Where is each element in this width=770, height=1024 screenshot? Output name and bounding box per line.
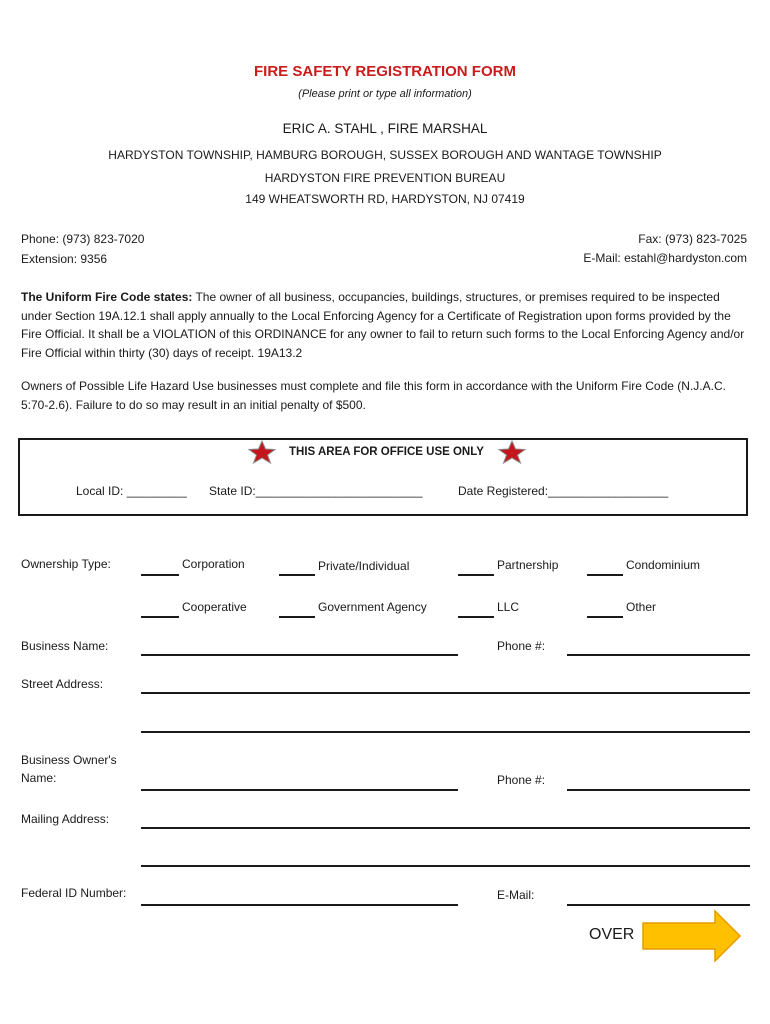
contact-email: E-Mail: estahl@hardyston.com — [583, 251, 747, 265]
phone-number: Phone: (973) 823-7020 — [21, 232, 145, 246]
fax-number: Fax: (973) 823-7025 — [638, 232, 747, 246]
option-other: Other — [626, 600, 657, 614]
phone-label: Phone #: — [497, 639, 546, 653]
bureau-address: 149 WHEATSWORTH RD, HARDYSTON, NJ 07419 — [245, 192, 525, 206]
star-icon — [247, 440, 277, 464]
office-use-title: THIS AREA FOR OFFICE USE ONLY — [289, 446, 484, 458]
owner-name-label-line-2: Name: — [21, 771, 57, 785]
corporation-checkbox[interactable] — [141, 574, 179, 576]
street-address-input-line-2[interactable] — [141, 731, 750, 733]
bureau-name: HARDYSTON FIRE PREVENTION BUREAU — [264, 171, 506, 185]
option-government-agency: Government Agency — [318, 600, 427, 614]
cooperative-checkbox[interactable] — [141, 616, 179, 618]
government-agency-checkbox[interactable] — [279, 616, 315, 618]
business-name-input[interactable] — [141, 654, 458, 656]
option-partnership: Partnership — [497, 558, 559, 572]
phone-extension: Extension: 9356 — [21, 252, 108, 266]
option-cooperative: Cooperative — [182, 600, 247, 614]
uniform-fire-code-notice — [21, 288, 751, 362]
local-id-field[interactable]: Local ID: _________ — [76, 484, 187, 498]
option-llc: LLC — [497, 600, 520, 614]
owner-phone-label: Phone #: — [497, 773, 546, 787]
other-checkbox[interactable] — [587, 616, 623, 618]
form-title: FIRE SAFETY REGISTRATION FORM — [254, 63, 516, 80]
over-label: OVER — [589, 926, 635, 943]
option-corporation: Corporation — [182, 557, 245, 571]
option-private-individual: Private/Individual — [318, 559, 410, 573]
business-phone-input[interactable] — [567, 654, 750, 656]
federal-id-input[interactable] — [141, 904, 458, 906]
business-name-label: Business Name: — [21, 639, 109, 653]
notice-lead: The Uniform Fire Code states: — [21, 290, 193, 304]
ownership-type-label: Ownership Type: — [21, 557, 111, 571]
owner-name-label-line-1: Business Owner's — [21, 753, 117, 767]
mailing-address-input-line-2[interactable] — [141, 865, 750, 867]
owner-name-input[interactable] — [141, 789, 458, 791]
notice-body: The owner of all business, occupancies, buildings, structures, or premises required to be inspected under Section 19A.12.1 shall apply annually to the Local Enforcing Agency for a Certificate of Registration upon forms provided by the Fire Official. It shall be a VIOLATION of this ORDINANCE for any owner to fail to return such forms to the Local Enforcing Agency and/or Fire Official within thirty (30) days of receipt. 19A13.2 — [21, 290, 745, 360]
street-address-input[interactable] — [141, 692, 750, 694]
federal-id-label: Federal ID Number: — [21, 886, 127, 900]
state-id-field[interactable]: State ID:_________________________ — [209, 484, 423, 498]
mailing-address-input[interactable] — [141, 827, 750, 829]
penalty-notice: Owners of Possible Life Hazard Use businesses must complete and file this form in accordance with the Uniform Fire Code (N.J.A.C. 5:70-2.6). Failure to do so may result in an initial penalty of $500. — [21, 379, 726, 412]
fire-marshal-name: ERIC A. STAHL , FIRE MARSHAL — [282, 121, 488, 136]
owner-phone-input[interactable] — [567, 789, 750, 791]
townships-line: HARDYSTON TOWNSHIP, HAMBURG BOROUGH, SUSSEX BOROUGH AND WANTAGE TOWNSHIP — [108, 148, 662, 162]
option-condominium: Condominium — [626, 558, 701, 572]
form-subtitle: (Please print or type all information) — [298, 88, 472, 100]
mailing-address-label: Mailing Address: — [21, 812, 110, 826]
condominium-checkbox[interactable] — [587, 574, 623, 576]
date-registered-field[interactable]: Date Registered:__________________ — [458, 484, 669, 498]
star-icon — [497, 440, 527, 464]
email-label: E-Mail: — [497, 888, 535, 902]
partnership-checkbox[interactable] — [458, 574, 494, 576]
street-address-label: Street Address: — [21, 677, 104, 691]
llc-checkbox[interactable] — [458, 616, 494, 618]
arrow-right-icon — [641, 909, 743, 963]
email-input[interactable] — [567, 904, 750, 906]
private-individual-checkbox[interactable] — [279, 574, 315, 576]
